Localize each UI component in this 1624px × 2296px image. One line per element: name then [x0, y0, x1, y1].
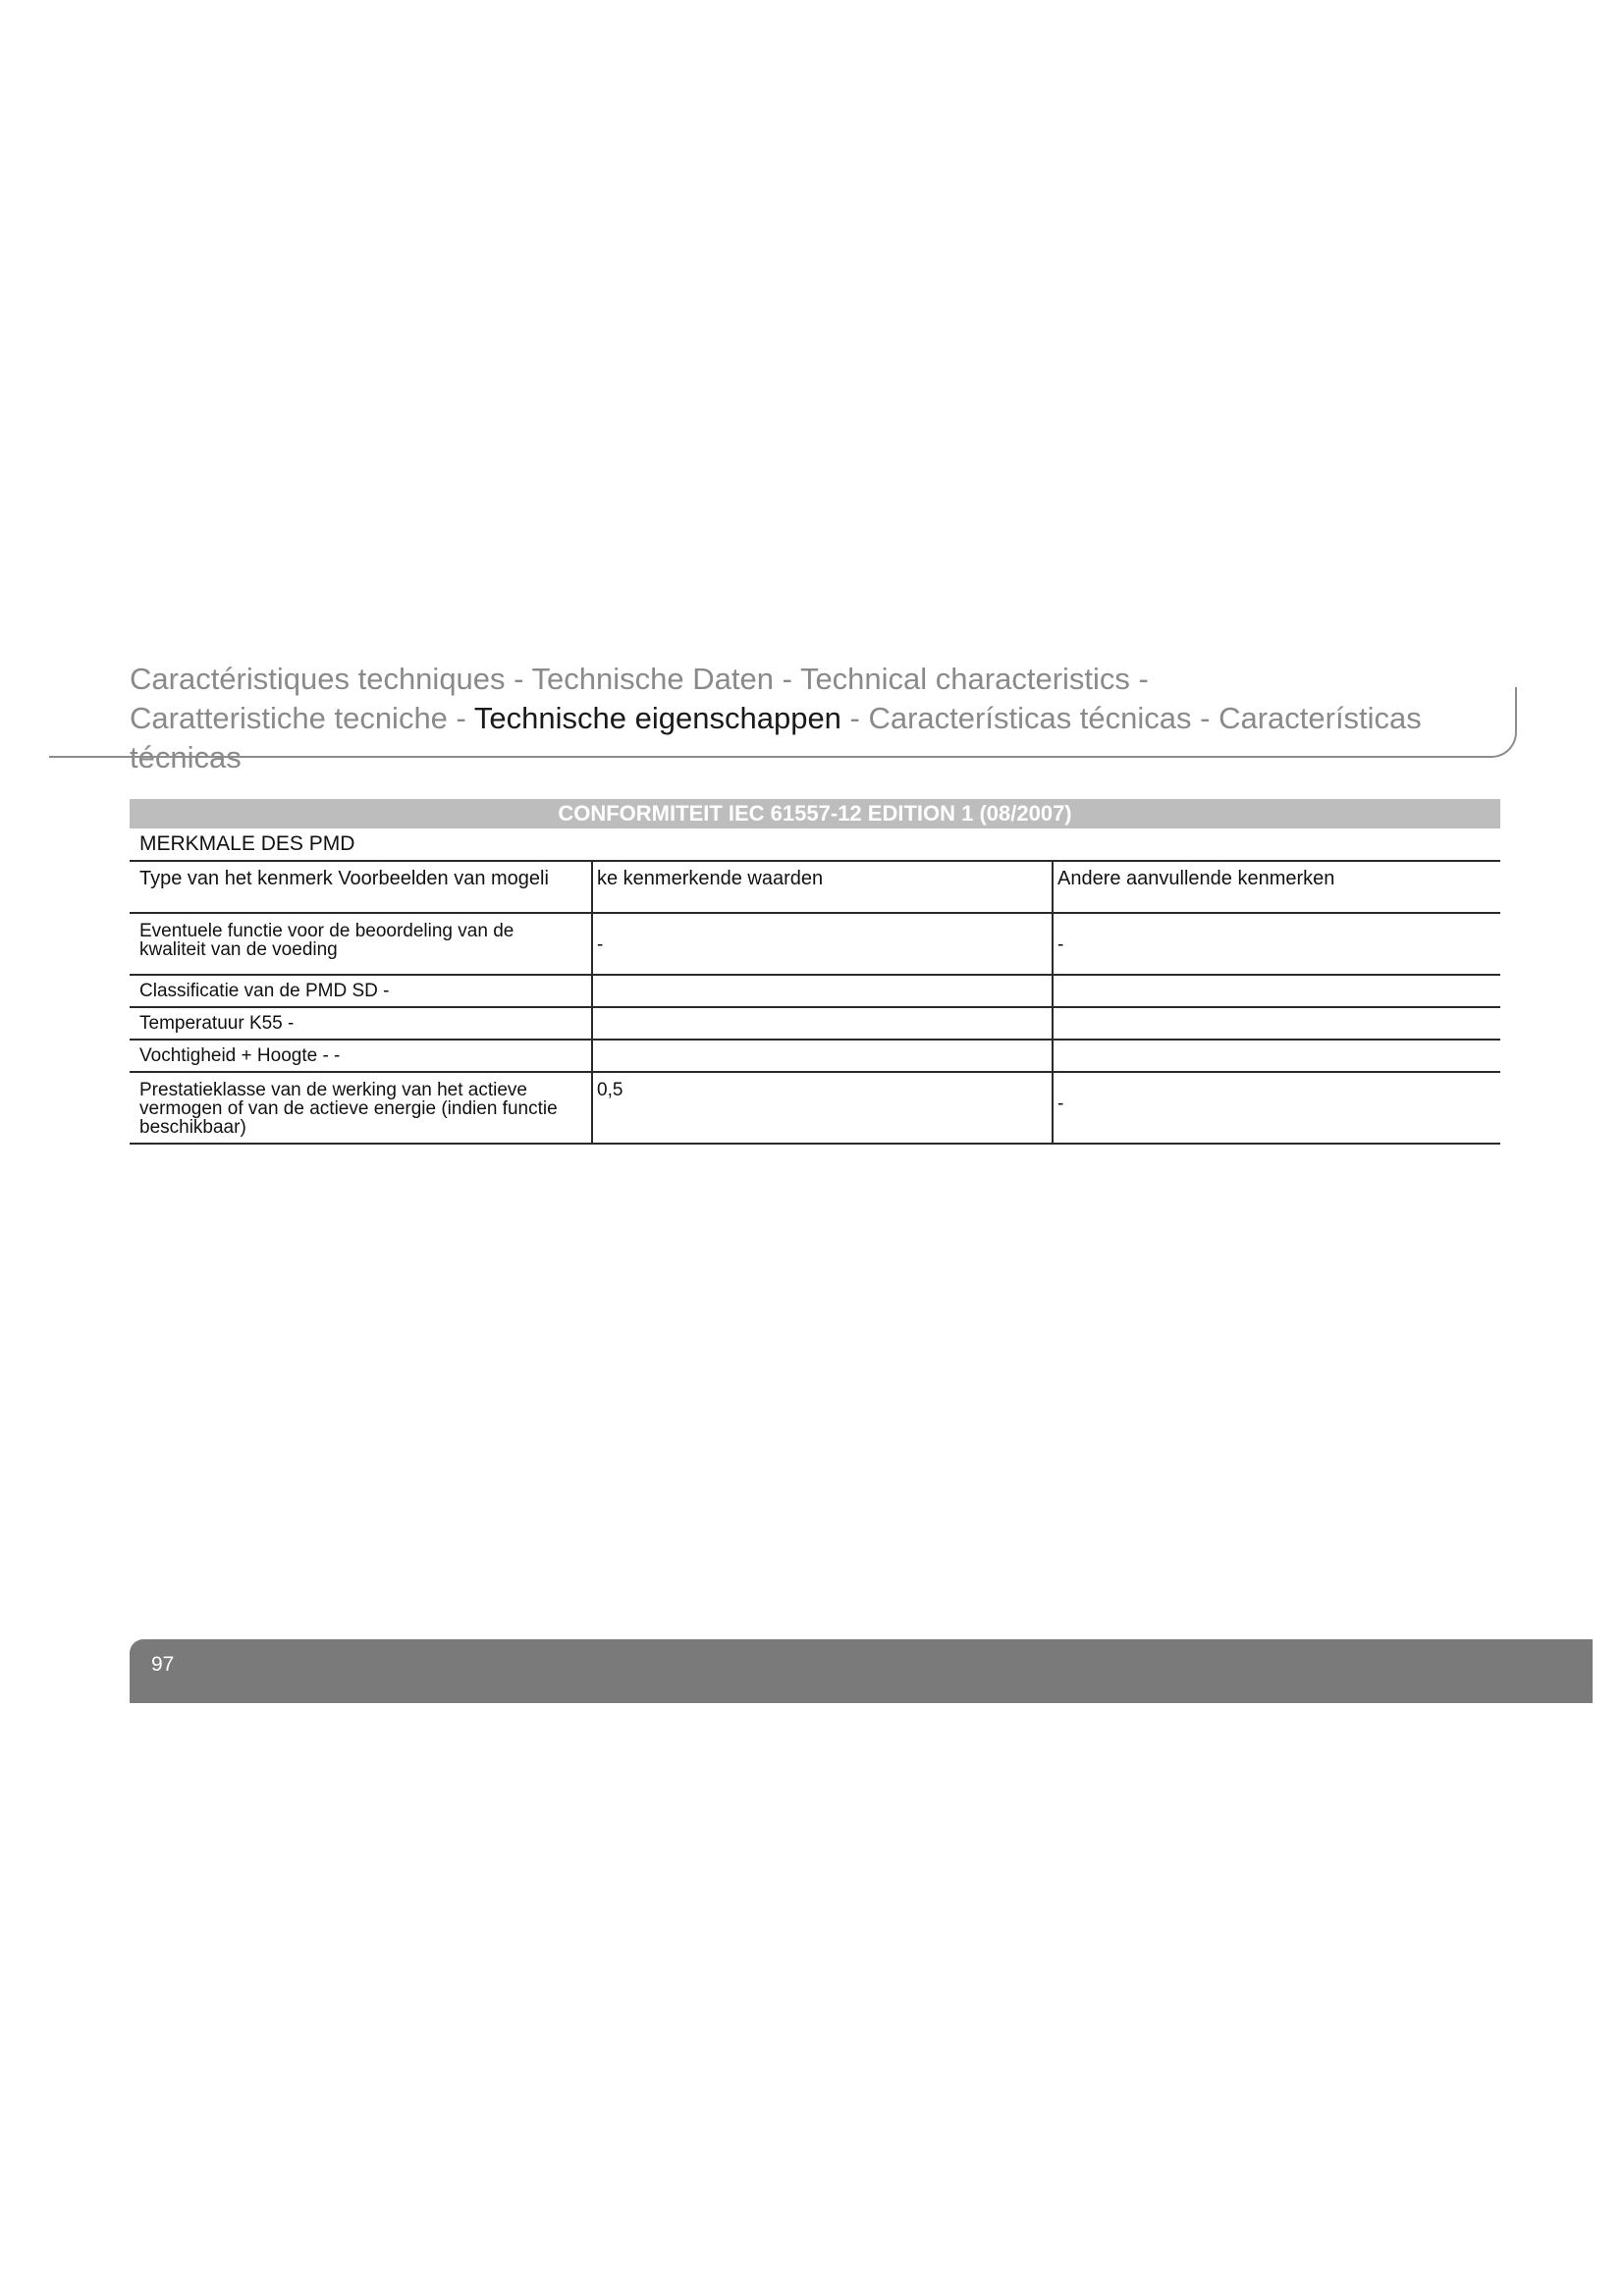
table-cell: 0,5	[591, 1073, 1052, 1145]
table-cell: -	[1052, 1073, 1500, 1145]
table-cell	[1052, 976, 1500, 1008]
table-grid	[130, 862, 1500, 1145]
header-line-2-end: - Características técnicas - Características técnicas	[130, 701, 1422, 774]
table-cell	[591, 976, 1052, 1008]
header-line-2-highlight: Technische eigenschappen	[473, 701, 841, 735]
page-footer-bar	[130, 1639, 1593, 1703]
table-cell: Classificatie van de PMD SD -	[130, 976, 591, 1008]
table-cell: Vochtigheid + Hoogte - -	[130, 1041, 591, 1073]
column-header: Type van het kenmerk Voorbeelden van mogeli	[130, 862, 591, 914]
table-cell	[1052, 1008, 1500, 1041]
table-cell	[591, 1008, 1052, 1041]
header-line-1: Caractéristiques techniques - Technische Daten - Technical characteristics -	[130, 662, 1149, 696]
table-cell: -	[1052, 914, 1500, 976]
table-cell: Prestatieklasse van de werking van het actieve vermogen of van de actieve energie (indien functie beschikbaar)	[130, 1073, 591, 1145]
column-header: Andere aanvullende kenmerken	[1052, 862, 1500, 914]
conformity-table	[130, 799, 1500, 1145]
table-banner: CONFORMITEIT IEC 61557-12 EDITION 1 (08/2007)	[130, 799, 1500, 828]
header-line-2-start: Caratteristiche tecniche -	[130, 701, 474, 735]
header-divider	[49, 687, 1517, 758]
page-number: 97	[151, 1653, 175, 1676]
table-cell: Eventuele functie voor de beoordeling van de kwaliteit van de voeding	[130, 914, 591, 976]
table-cell: -	[591, 914, 1052, 976]
table-section-title: MERKMALE DES PMD	[130, 828, 1500, 862]
table-cell	[1052, 1041, 1500, 1073]
table-cell	[591, 1041, 1052, 1073]
table-cell: Temperatuur K55 -	[130, 1008, 591, 1041]
column-header: ke kenmerkende waarden	[591, 862, 1052, 914]
